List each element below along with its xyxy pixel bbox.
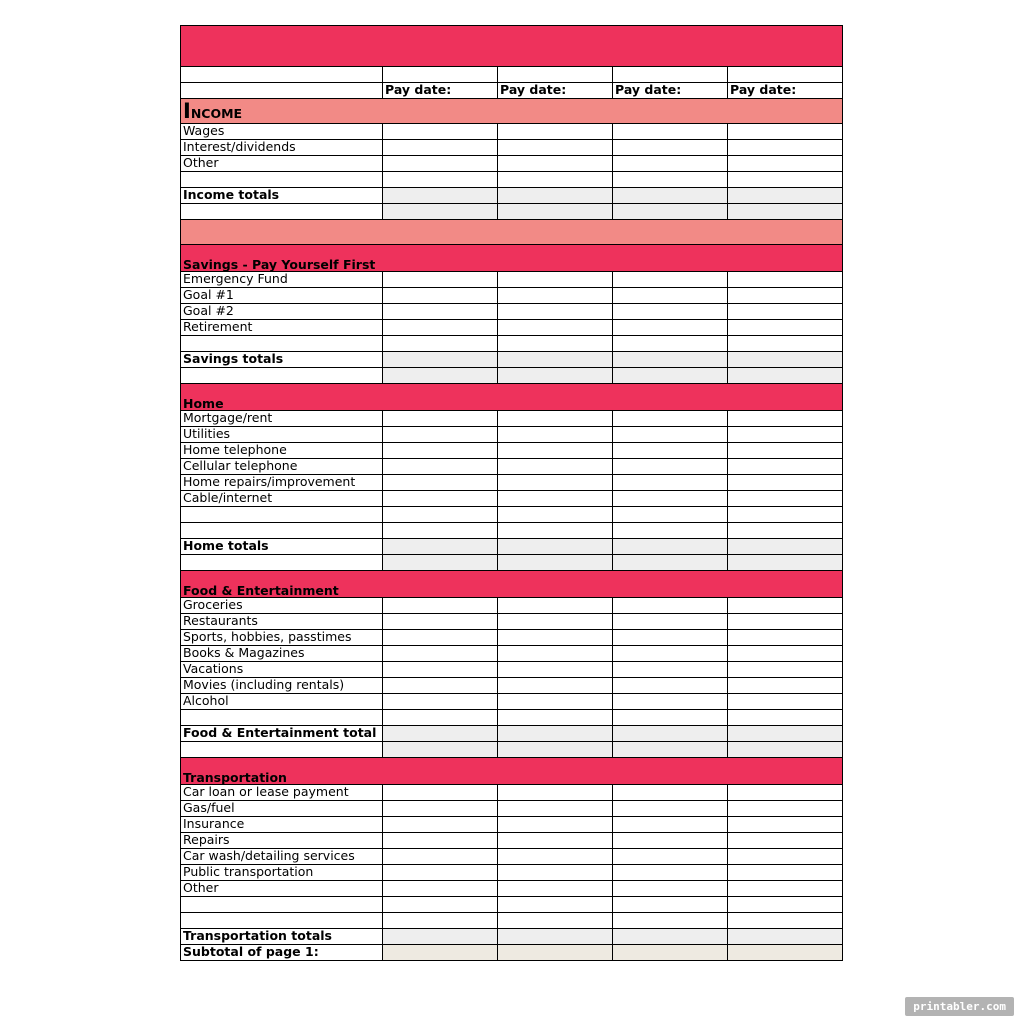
entry-cell[interactable] [498,204,613,220]
income-item-label: Wages [181,124,383,140]
entry-cell[interactable] [498,726,613,742]
subtotal-row [181,945,843,961]
entry-cell[interactable] [728,646,843,662]
entry-cell[interactable] [613,662,728,678]
entry-cell[interactable] [613,849,728,865]
food-item-label: Groceries [181,598,383,614]
entry-cell[interactable] [613,865,728,881]
home-header [181,384,843,411]
food-item-row [181,662,843,678]
food-item-row [181,630,843,646]
entry-cell[interactable] [498,475,613,491]
entry-cell[interactable] [728,188,843,204]
food-item-row [181,678,843,694]
entry-cell[interactable] [383,662,498,678]
home-total-label: Home totals [181,539,383,555]
budget-sheet [180,25,843,961]
subtotal-cell[interactable] [728,945,843,961]
entry-cell[interactable] [613,630,728,646]
entry-cell[interactable] [728,320,843,336]
home-item-row [181,475,843,491]
transport-total-label: Transportation totals [181,929,383,945]
entry-cell[interactable] [613,881,728,897]
entry-cell[interactable] [728,539,843,555]
entry-cell[interactable] [383,368,498,384]
savings-item-row [181,272,843,288]
savings-total-row [181,352,843,368]
entry-cell[interactable] [613,411,728,427]
entry-cell[interactable] [383,288,498,304]
entry-cell[interactable] [498,352,613,368]
entry-cell[interactable] [383,913,498,929]
entry-cell[interactable] [613,817,728,833]
food-item-label: Alcohol [181,694,383,710]
blank-row [181,336,843,352]
entry-cell[interactable] [498,288,613,304]
entry-cell[interactable] [728,710,843,726]
entry-cell[interactable] [498,614,613,630]
entry-cell[interactable] [613,272,728,288]
entry-cell[interactable] [383,304,498,320]
food-item-row [181,598,843,614]
transport-item-label: Car wash/detailing services [181,849,383,865]
entry-cell[interactable] [613,897,728,913]
entry-cell[interactable] [383,630,498,646]
blank-row [181,523,843,539]
transport-total-row [181,929,843,945]
food-total-label: Food & Entertainment total [181,726,383,742]
entry-cell[interactable] [613,726,728,742]
entry-cell[interactable] [728,726,843,742]
entry-cell[interactable] [383,929,498,945]
total-spacer-row [181,204,843,220]
entry-cell[interactable] [498,742,613,758]
savings-heading: Savings - Pay Yourself First [181,245,843,272]
entry-cell[interactable] [498,459,613,475]
entry-cell[interactable] [728,929,843,945]
entry-cell[interactable] [498,710,613,726]
pay-date-label: Pay date: [613,83,728,99]
income-item-row [181,124,843,140]
income-total-row [181,188,843,204]
home-item-row [181,459,843,475]
income-footer-band [181,220,843,245]
entry-cell[interactable] [383,598,498,614]
income-heading: INCOME [181,99,843,124]
entry-cell[interactable] [498,555,613,571]
entry-cell[interactable] [613,598,728,614]
savings-rows [181,272,843,384]
home-item-label: Cellular telephone [181,459,383,475]
title-cell [181,26,843,67]
title-band [181,26,843,67]
entry-cell[interactable] [728,124,843,140]
entry-cell[interactable] [613,555,728,571]
income-item-row [181,140,843,156]
total-spacer-row [181,555,843,571]
income-header [181,99,843,124]
entry-cell[interactable] [728,288,843,304]
entry-cell[interactable] [498,443,613,459]
entry-cell[interactable] [728,427,843,443]
transport-item-label: Repairs [181,833,383,849]
home-heading: Home [181,384,843,411]
transport-item-label: Gas/fuel [181,801,383,817]
entry-cell[interactable] [613,320,728,336]
savings-item-row [181,288,843,304]
entry-cell[interactable] [728,475,843,491]
entry-cell[interactable] [728,630,843,646]
entry-cell[interactable] [613,336,728,352]
entry-cell[interactable] [613,204,728,220]
entry-cell[interactable] [383,411,498,427]
entry-cell[interactable] [728,336,843,352]
entry-cell[interactable] [498,272,613,288]
entry-cell[interactable] [613,188,728,204]
entry-cell[interactable] [383,614,498,630]
entry-cell[interactable] [728,598,843,614]
blank-row [181,507,843,523]
entry-cell[interactable] [613,801,728,817]
entry-cell[interactable] [383,124,498,140]
entry-cell[interactable] [728,411,843,427]
entry-cell[interactable] [498,368,613,384]
savings-item-label: Goal #2 [181,304,383,320]
savings-total-label: Savings totals [181,352,383,368]
entry-cell[interactable] [613,288,728,304]
entry-cell[interactable] [383,272,498,288]
entry-cell[interactable] [498,156,613,172]
entry-cell[interactable] [613,507,728,523]
entry-cell[interactable] [728,352,843,368]
entry-cell[interactable] [498,801,613,817]
blank-row [181,897,843,913]
entry-cell[interactable] [383,427,498,443]
watermark-badge: printabler.com [905,997,1014,1016]
pay-date-label: Pay date: [383,83,498,99]
transport-item-row [181,833,843,849]
income-total-label: Income totals [181,188,383,204]
home-total-row [181,539,843,555]
entry-cell[interactable] [613,646,728,662]
transport-item-row [181,881,843,897]
entry-cell[interactable] [728,156,843,172]
transport-item-row [181,801,843,817]
entry-cell[interactable] [613,913,728,929]
food-rows [181,598,843,758]
entry-cell[interactable] [728,913,843,929]
entry-cell[interactable] [498,881,613,897]
entry-cell[interactable] [498,427,613,443]
total-spacer-row [181,742,843,758]
entry-cell[interactable] [613,491,728,507]
food-header [181,571,843,598]
entry-cell[interactable] [383,188,498,204]
entry-cell[interactable] [498,913,613,929]
entry-cell[interactable] [498,598,613,614]
entry-cell[interactable] [728,304,843,320]
entry-cell[interactable] [383,726,498,742]
entry-cell[interactable] [383,865,498,881]
pay-date-row [181,83,843,99]
entry-cell[interactable] [498,124,613,140]
entry-cell[interactable] [383,646,498,662]
transport-item-label: Other [181,881,383,897]
home-item-row [181,411,843,427]
entry-cell[interactable] [383,156,498,172]
entry-cell[interactable] [383,897,498,913]
entry-cell[interactable] [383,801,498,817]
food-item-label: Sports, hobbies, passtimes [181,630,383,646]
entry-cell[interactable] [498,304,613,320]
entry-cell[interactable] [498,785,613,801]
entry-cell[interactable] [498,491,613,507]
blank-row [181,710,843,726]
entry-cell[interactable] [613,785,728,801]
home-item-label: Mortgage/rent [181,411,383,427]
transport-header [181,758,843,785]
entry-cell[interactable] [613,694,728,710]
entry-cell[interactable] [728,678,843,694]
entry-cell[interactable] [498,897,613,913]
entry-cell[interactable] [728,865,843,881]
entry-cell[interactable] [728,507,843,523]
entry-cell[interactable] [613,678,728,694]
entry-cell[interactable] [728,801,843,817]
transport-item-label: Insurance [181,817,383,833]
entry-cell[interactable] [498,140,613,156]
blank-row [181,913,843,929]
income-item-label: Interest/dividends [181,140,383,156]
entry-cell[interactable] [728,833,843,849]
entry-cell[interactable] [728,443,843,459]
entry-cell[interactable] [498,678,613,694]
entry-cell[interactable] [613,614,728,630]
entry-cell[interactable] [383,849,498,865]
entry-cell[interactable] [613,710,728,726]
entry-cell[interactable] [383,742,498,758]
food-item-row [181,646,843,662]
entry-cell[interactable] [383,817,498,833]
entry-cell[interactable] [498,188,613,204]
savings-item-row [181,320,843,336]
entry-cell[interactable] [383,336,498,352]
entry-cell[interactable] [498,662,613,678]
savings-item-row [181,304,843,320]
home-item-label: Home repairs/improvement [181,475,383,491]
food-item-label: Vacations [181,662,383,678]
transport-rows [181,785,843,945]
food-item-label: Restaurants [181,614,383,630]
entry-cell[interactable] [383,459,498,475]
entry-cell[interactable] [383,694,498,710]
entry-cell[interactable] [383,881,498,897]
home-item-label: Cable/internet [181,491,383,507]
entry-cell[interactable] [613,539,728,555]
entry-cell[interactable] [498,929,613,945]
entry-cell[interactable] [383,320,498,336]
total-spacer-row [181,368,843,384]
entry-cell[interactable] [613,352,728,368]
entry-cell[interactable] [498,833,613,849]
subtotal-label: Subtotal of page 1: [181,945,383,961]
entry-cell[interactable] [613,443,728,459]
entry-cell[interactable] [613,833,728,849]
entry-cell[interactable] [383,475,498,491]
entry-cell[interactable] [383,352,498,368]
entry-cell[interactable] [728,272,843,288]
entry-cell[interactable] [728,204,843,220]
food-item-row [181,694,843,710]
entry-cell[interactable] [728,817,843,833]
entry-cell[interactable] [498,507,613,523]
pay-date-label: Pay date: [498,83,613,99]
savings-item-label: Retirement [181,320,383,336]
home-item-label: Home telephone [181,443,383,459]
entry-cell[interactable] [498,849,613,865]
subtotal-cell[interactable] [498,945,613,961]
entry-cell[interactable] [613,172,728,188]
transport-item-row [181,865,843,881]
transport-item-row [181,849,843,865]
home-item-row [181,443,843,459]
entry-cell[interactable] [728,555,843,571]
entry-cell[interactable] [613,156,728,172]
entry-cell[interactable] [498,320,613,336]
entry-cell[interactable] [498,411,613,427]
entry-cell[interactable] [728,662,843,678]
food-total-row [181,726,843,742]
savings-header [181,245,843,272]
transport-item-label: Public transportation [181,865,383,881]
entry-cell[interactable] [613,475,728,491]
income-rows [181,124,843,220]
entry-cell[interactable] [613,304,728,320]
entry-cell[interactable] [728,368,843,384]
entry-cell[interactable] [383,491,498,507]
savings-item-label: Emergency Fund [181,272,383,288]
entry-cell[interactable] [383,204,498,220]
entry-cell[interactable] [728,140,843,156]
spacer-row [181,67,843,83]
subtotal-cell[interactable] [383,945,498,961]
entry-cell[interactable] [728,849,843,865]
entry-cell[interactable] [498,865,613,881]
entry-cell[interactable] [383,539,498,555]
entry-cell[interactable] [728,694,843,710]
entry-cell[interactable] [728,785,843,801]
food-heading: Food & Entertainment [181,571,843,598]
entry-cell[interactable] [383,555,498,571]
food-item-row [181,614,843,630]
blank-row [181,172,843,188]
entry-cell[interactable] [728,742,843,758]
entry-cell[interactable] [498,336,613,352]
home-item-row [181,491,843,507]
transport-item-row [181,785,843,801]
entry-cell[interactable] [498,646,613,662]
entry-cell[interactable] [498,523,613,539]
savings-item-label: Goal #1 [181,288,383,304]
entry-cell[interactable] [728,491,843,507]
entry-cell[interactable] [383,507,498,523]
entry-cell[interactable] [728,897,843,913]
entry-cell[interactable] [383,172,498,188]
entry-cell[interactable] [728,523,843,539]
subtotal-cell[interactable] [613,945,728,961]
entry-cell[interactable] [613,523,728,539]
transport-heading: Transportation [181,758,843,785]
home-item-row [181,427,843,443]
home-rows [181,411,843,571]
entry-cell[interactable] [383,443,498,459]
entry-cell[interactable] [498,539,613,555]
pay-date-label: Pay date: [728,83,843,99]
food-item-label: Movies (including rentals) [181,678,383,694]
entry-cell[interactable] [728,172,843,188]
entry-cell[interactable] [498,694,613,710]
home-item-label: Utilities [181,427,383,443]
entry-cell[interactable] [383,523,498,539]
transport-item-row [181,817,843,833]
entry-cell[interactable] [613,427,728,443]
entry-cell[interactable] [383,833,498,849]
entry-cell[interactable] [383,710,498,726]
entry-cell[interactable] [383,140,498,156]
entry-cell[interactable] [613,124,728,140]
income-item-label: Other [181,156,383,172]
income-item-row [181,156,843,172]
entry-cell[interactable] [498,630,613,646]
entry-cell[interactable] [383,678,498,694]
entry-cell[interactable] [613,929,728,945]
entry-cell[interactable] [728,881,843,897]
entry-cell[interactable] [613,140,728,156]
entry-cell[interactable] [383,785,498,801]
transport-item-label: Car loan or lease payment [181,785,383,801]
entry-cell[interactable] [728,459,843,475]
entry-cell[interactable] [498,172,613,188]
entry-cell[interactable] [613,459,728,475]
food-item-label: Books & Magazines [181,646,383,662]
entry-cell[interactable] [498,817,613,833]
entry-cell[interactable] [613,742,728,758]
entry-cell[interactable] [613,368,728,384]
entry-cell[interactable] [728,614,843,630]
